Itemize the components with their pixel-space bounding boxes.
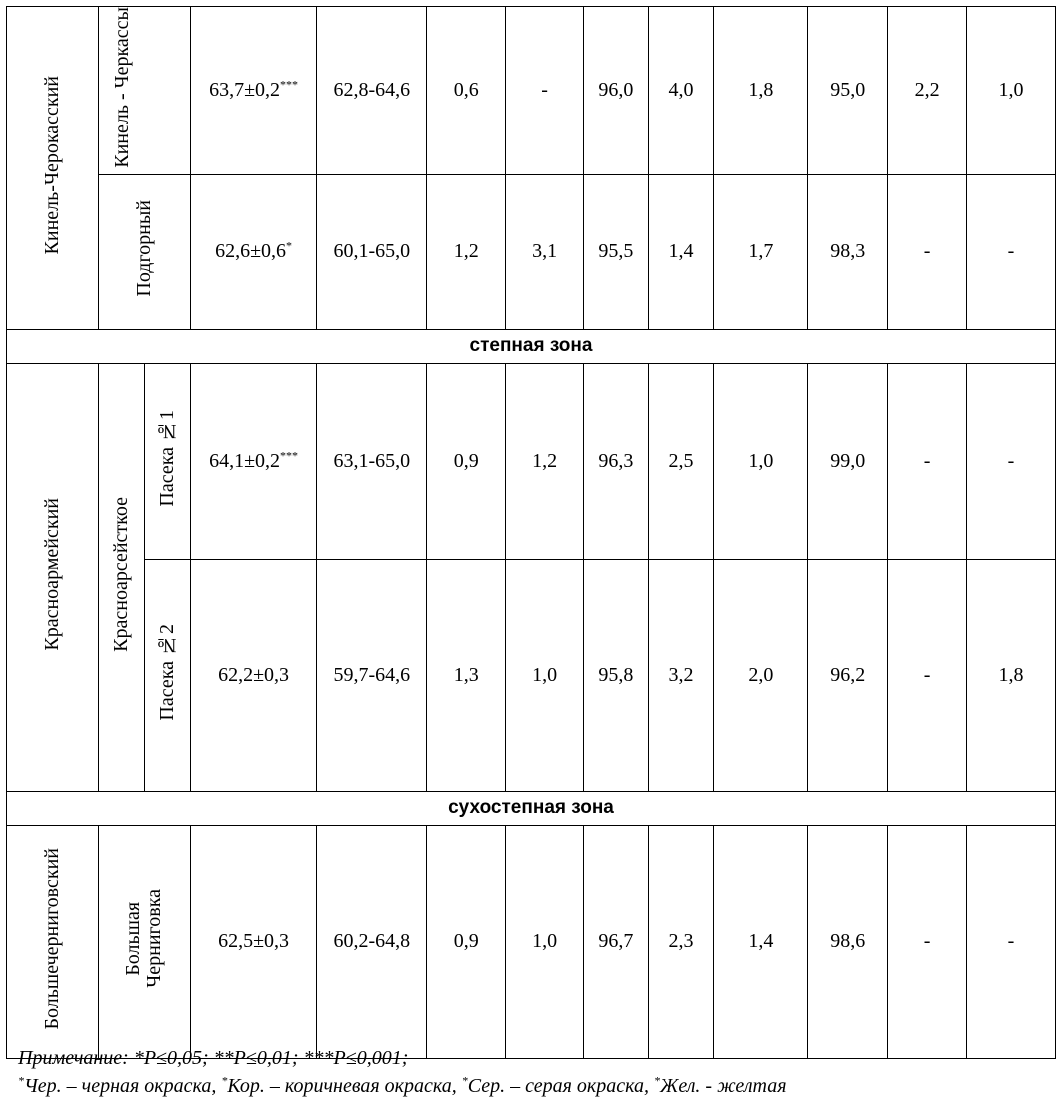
value-cell: 1,2 <box>427 174 506 329</box>
value-cell: - <box>888 559 967 791</box>
district-cell: Большечерниговский <box>7 825 99 1058</box>
mean-cell: 64,1±0,2*** <box>190 363 316 559</box>
value-cell: 2,0 <box>714 559 808 791</box>
value-cell: 96,0 <box>583 7 648 175</box>
zone-heading: сухостепная зона <box>7 791 1056 825</box>
district-cell: Красноармейский <box>7 363 99 791</box>
value-cell: 95,8 <box>583 559 648 791</box>
value-cell: 99,0 <box>808 363 888 559</box>
range-cell: 62,8-64,6 <box>317 7 427 175</box>
site-cell: Кинель - Черкассы <box>98 7 190 175</box>
value-cell: 0,9 <box>427 825 506 1058</box>
value-cell: 1,4 <box>714 825 808 1058</box>
district-cell: Кинель-Черокасский <box>7 7 99 330</box>
value-cell: - <box>966 825 1055 1058</box>
value-cell: 98,6 <box>808 825 888 1058</box>
range-cell: 60,2-64,8 <box>317 825 427 1058</box>
zone-row <box>7 329 1056 363</box>
value-cell: 95,5 <box>583 174 648 329</box>
value-cell: 1,3 <box>427 559 506 791</box>
value-cell: 1,0 <box>966 7 1055 175</box>
mean-cell: 62,2±0,3 <box>190 559 316 791</box>
value-cell: 96,2 <box>808 559 888 791</box>
value-cell: 2,2 <box>888 7 967 175</box>
settlement-cell: Красноарсейсткое <box>98 363 144 791</box>
value-cell: 1,0 <box>506 559 584 791</box>
value-cell: - <box>966 174 1055 329</box>
range-cell: 59,7-64,6 <box>317 559 427 791</box>
value-cell: 1,8 <box>966 559 1055 791</box>
value-cell: 96,7 <box>583 825 648 1058</box>
site-cell: Пасека №2 <box>145 559 190 791</box>
site-label: Большая Черниговка <box>122 889 166 989</box>
mean-cell: 63,7±0,2*** <box>190 7 316 175</box>
zone-heading: степная зона <box>7 329 1056 363</box>
value-cell: - <box>888 825 967 1058</box>
value-cell: 3,1 <box>506 174 584 329</box>
value-cell: 2,5 <box>648 363 714 559</box>
value-cell: 3,2 <box>648 559 714 791</box>
value-cell: - <box>966 363 1055 559</box>
value-cell: 0,6 <box>427 7 506 175</box>
site-cell: Подгорный <box>98 174 190 329</box>
value-cell: 96,3 <box>583 363 648 559</box>
data-table <box>6 6 1056 1059</box>
note-legend: *Чер. – черная окраска, *Кор. – коричневая окраска, *Сер. – серая окраска, *Жел. - желтая <box>18 1073 787 1097</box>
value-cell: 1,0 <box>506 825 584 1058</box>
value-cell: 98,3 <box>808 174 888 329</box>
value-cell: 1,0 <box>714 363 808 559</box>
value-cell: - <box>506 7 584 175</box>
table-row <box>7 7 1056 175</box>
site-cell: Пасека №1 <box>145 363 190 559</box>
value-cell: 1,7 <box>714 174 808 329</box>
value-cell: 1,8 <box>714 7 808 175</box>
value-cell: 4,0 <box>648 7 714 175</box>
table-row <box>7 174 1056 329</box>
table-row <box>7 559 1056 791</box>
value-cell: 95,0 <box>808 7 888 175</box>
mean-cell: 62,5±0,3 <box>190 825 316 1058</box>
value-cell: 1,2 <box>506 363 584 559</box>
value-cell: 1,4 <box>648 174 714 329</box>
table-row <box>7 825 1056 1058</box>
value-cell: 0,9 <box>427 363 506 559</box>
value-cell: - <box>888 174 967 329</box>
site-cell <box>98 825 190 1058</box>
range-cell: 60,1-65,0 <box>317 174 427 329</box>
note-significance: Примечание: *Р≤0,05; **Р≤0,01; ***Р≤0,001; <box>18 1047 409 1069</box>
zone-row <box>7 791 1056 825</box>
value-cell: 2,3 <box>648 825 714 1058</box>
range-cell: 63,1-65,0 <box>317 363 427 559</box>
value-cell: - <box>888 363 967 559</box>
mean-cell: 62,6±0,6* <box>190 174 316 329</box>
table-row <box>7 363 1056 559</box>
